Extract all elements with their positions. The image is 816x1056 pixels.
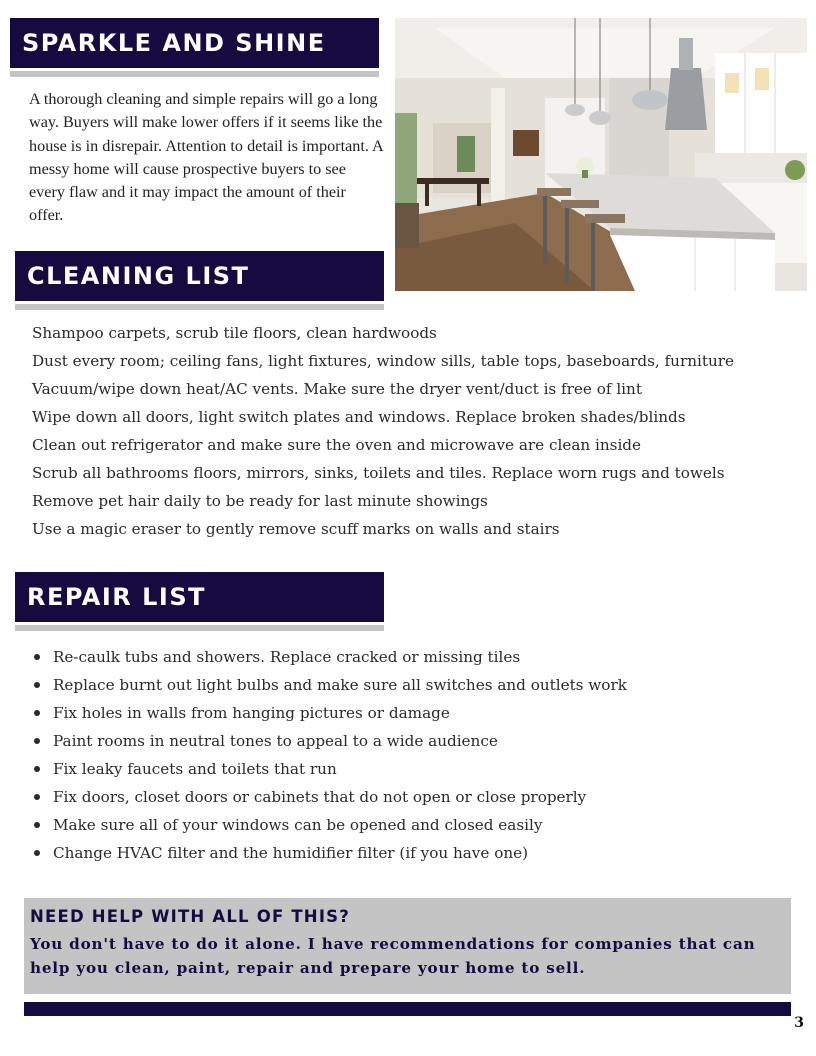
bullet-icon (34, 682, 40, 688)
cleaning-item: Shampoo carpets, scrub tile floors, clean hardwoods (32, 324, 437, 342)
cleaning-item: Remove pet hair daily to be ready for last minute showings (32, 492, 488, 510)
repair-item (32, 699, 627, 727)
cleaning-item: Dust every room; ceiling fans, light fixtures, window sills, table tops, baseboards, furniture (32, 352, 734, 370)
cleaning-item: Vacuum/wipe down heat/AC vents. Make sure the dryer vent/duct is free of lint (32, 380, 642, 398)
cleaning-item: Use a magic eraser to gently remove scuff marks on walls and stairs (32, 520, 560, 538)
sparkle-header-block (10, 18, 379, 77)
repair-item (32, 839, 627, 867)
help-text: You don't have to do it alone. I have recommendations for companies that can help you clean, paint, repair and prepare your home to sell. (30, 935, 756, 977)
repair-item-text: Paint rooms in neutral tones to appeal to a wide audience (53, 732, 498, 750)
repair-item-text: Fix leaky faucets and toilets that run (53, 760, 337, 778)
bullet-icon (34, 654, 40, 660)
intro-paragraph: A thorough cleaning and simple repairs will go a long way. Buyers will make lower offers if it seems like the house is in disrepair. Attention to detail is important. A messy home will cause prospective buyers to see every flaw and it may impact the amount of their offer. (29, 90, 383, 225)
repair-item-text: Fix doors, closet doors or cabinets that do not open or close properly (53, 788, 587, 806)
sparkle-heading-underline (10, 71, 379, 77)
repair-heading-underline (15, 625, 384, 631)
repair-item (32, 783, 627, 811)
cleaning-heading: CLEANING LIST (15, 251, 384, 301)
repair-item (32, 755, 627, 783)
bullet-icon (34, 738, 40, 744)
repair-item (32, 727, 627, 755)
repair-item-text: Change HVAC filter and the humidifier filter (if you have one) (53, 844, 529, 862)
repair-item (32, 811, 627, 839)
repair-item-text: Fix holes in walls from hanging pictures or damage (53, 704, 450, 722)
repair-header-block (15, 572, 384, 631)
repair-item-text: Replace burnt out light bulbs and make sure all switches and outlets work (53, 676, 627, 694)
cleaning-header-block (15, 251, 384, 310)
page-number: 3 (794, 1015, 804, 1031)
bullet-icon (34, 850, 40, 856)
cleaning-list (32, 319, 734, 543)
footer-bar (24, 1002, 791, 1016)
bullet-icon (34, 822, 40, 828)
sparkle-heading: SPARKLE AND SHINE (10, 18, 379, 68)
cleaning-heading-underline (15, 304, 384, 310)
repair-list (32, 643, 627, 867)
cleaning-item: Scrub all bathrooms floors, mirrors, sinks, toilets and tiles. Replace worn rugs and towels (32, 464, 725, 482)
help-title: NEED HELP WITH ALL OF THIS? (30, 907, 351, 926)
bullet-icon (34, 710, 40, 716)
repair-heading: REPAIR LIST (15, 572, 384, 622)
cleaning-item: Wipe down all doors, light switch plates and windows. Replace broken shades/blinds (32, 408, 686, 426)
kitchen-photo (395, 18, 807, 291)
repair-item-text: Re-caulk tubs and showers. Replace cracked or missing tiles (53, 648, 521, 666)
help-callout (24, 898, 791, 994)
repair-item-text: Make sure all of your windows can be opened and closed easily (53, 816, 543, 834)
cleaning-item: Clean out refrigerator and make sure the oven and microwave are clean inside (32, 436, 642, 454)
repair-item (32, 643, 627, 671)
repair-item (32, 671, 627, 699)
bullet-icon (34, 794, 40, 800)
bullet-icon (34, 766, 40, 772)
